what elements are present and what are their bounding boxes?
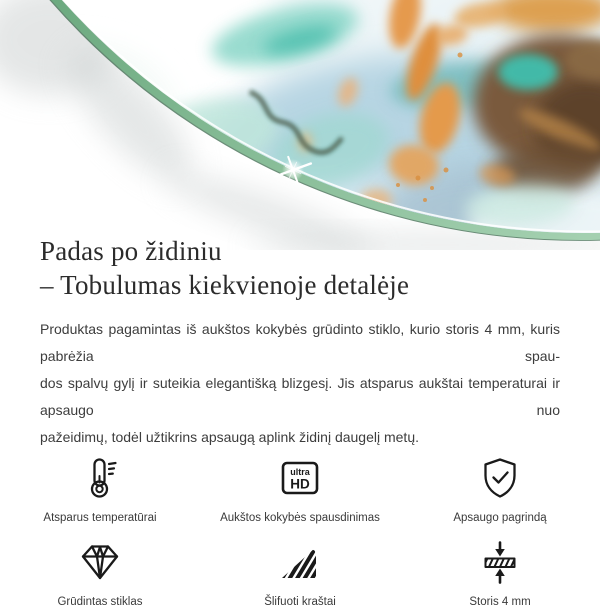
- feature-grid: [0, 455, 600, 609]
- feature-label: Šlifuoti kraštai: [264, 595, 336, 609]
- feature-thickness: [400, 539, 600, 609]
- polished-edges-icon: [278, 540, 322, 584]
- description-line: Produktas pagamintas iš aukštos kokybės grūdinto stiklo, kurio storis 4 mm, kuris pabrėžia spau-: [40, 316, 560, 370]
- feature-heat-resistant: [0, 455, 200, 525]
- diamond-icon: [78, 540, 122, 584]
- feature-label: Atsparus temperatūrai: [43, 511, 156, 525]
- description-line: dos spalvų gylį ir suteikia elegantišką blizgesį. Jis atsparus aukštai temperaturai ir apsaugo nuo: [40, 370, 560, 424]
- description-line: pažeidimų, todėl užtikrins apsaugą aplink židinį daugelį metų.: [40, 424, 560, 451]
- thickness-icon: [478, 540, 522, 584]
- title-line-2: – Tobulumas kiekvienoje detalėje: [40, 270, 409, 300]
- feature-polished-edges: [200, 539, 400, 609]
- hero-section: [0, 0, 600, 250]
- feature-ultra-hd-print: [200, 455, 400, 525]
- shield-check-icon: [478, 456, 522, 500]
- feature-protects-base: [400, 455, 600, 525]
- ultra-hd-badge-bottom: HD: [290, 477, 310, 492]
- feature-tempered-glass: [0, 539, 200, 609]
- feature-label: Storis 4 mm: [469, 595, 530, 609]
- ultra-hd-icon: [278, 456, 322, 500]
- thermometer-icon: [78, 456, 122, 500]
- product-description: [0, 316, 600, 451]
- feature-label: Grūdintas stiklas: [57, 595, 142, 609]
- page-title: [0, 234, 600, 302]
- ultra-hd-badge-top: ultra: [290, 467, 310, 477]
- title-line-1: Padas po židiniu: [40, 236, 222, 266]
- feature-label: Apsaugo pagrindą: [453, 511, 546, 525]
- glass-pad-product-image: [0, 0, 600, 250]
- feature-label: Aukštos kokybės spausdinimas: [220, 511, 380, 525]
